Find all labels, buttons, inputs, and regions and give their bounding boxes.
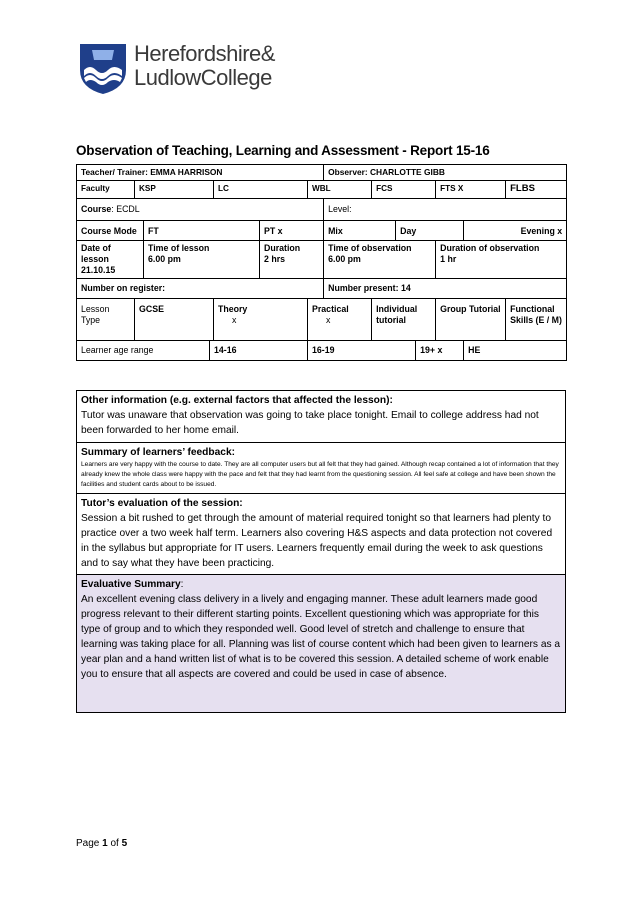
age-he: HE	[464, 341, 567, 361]
page-prefix: Page	[76, 838, 100, 849]
mode-mix: Mix	[324, 221, 396, 241]
evaluative-summary-heading: Evaluative Summary	[81, 579, 181, 590]
lesson-type-name: GCSE	[139, 304, 164, 314]
lesson-type-practical	[308, 299, 372, 341]
course-value: : ECDL	[111, 204, 140, 214]
time-observation-label: Time of observation	[328, 243, 412, 253]
lesson-type-mark: x	[326, 315, 331, 325]
faculty-label: Faculty	[77, 181, 135, 199]
observer-cell: Observer: CHARLOTTE GIBB	[324, 165, 567, 181]
other-info-heading: Other information (e.g. external factors that affected the lesson):	[81, 395, 393, 406]
faculty-fcs: FCS	[372, 181, 436, 199]
feedback-sections-table	[76, 390, 566, 713]
level-cell: Level:	[324, 199, 567, 221]
lesson-type-label: Lesson Type	[77, 299, 135, 341]
age-range-label: Learner age range	[77, 341, 210, 361]
duration-observation-label: Duration of observation	[440, 243, 540, 253]
duration-cell	[260, 241, 324, 279]
faculty-lc: LC	[214, 181, 308, 199]
report-title: Observation of Teaching, Learning and Assessment - Report 15-16	[76, 143, 490, 158]
lesson-type-group	[436, 299, 506, 341]
evaluative-summary-cell	[77, 575, 566, 713]
mode-ft: FT	[144, 221, 260, 241]
age-19-plus: 19+ x	[416, 341, 464, 361]
lesson-type-functional	[506, 299, 567, 341]
time-observation-value: 6.00 pm	[328, 254, 361, 264]
faculty-flbs: FLBS	[506, 181, 567, 199]
mode-evening: Evening x	[464, 221, 567, 241]
page-number	[76, 838, 127, 849]
time-cell	[144, 241, 260, 279]
other-info-cell	[77, 391, 566, 443]
lesson-type-gcse	[135, 299, 214, 341]
time-value: 6.00 pm	[148, 254, 181, 264]
age-14-16: 14-16	[210, 341, 308, 361]
course-label: Course	[81, 204, 112, 214]
mode-pt: PT x	[260, 221, 324, 241]
duration-value: 2 hrs	[264, 254, 286, 264]
lesson-type-individual	[372, 299, 436, 341]
evaluative-summary-heading-row: Evaluative Summary:	[81, 579, 184, 590]
page-current: 1	[102, 838, 108, 849]
other-info-text: Tutor was unaware that observation was going to take place tonight. Email to college address had not been forwarded to her home email.	[81, 410, 539, 436]
date-cell	[77, 241, 144, 279]
faculty-ksp: KSP	[135, 181, 214, 199]
college-name	[134, 42, 275, 90]
learners-feedback-heading: Summary of learners’ feedback:	[81, 447, 236, 458]
page-of: of	[110, 838, 119, 849]
lesson-type-mark: x	[232, 315, 237, 325]
date-label: Date of lesson	[81, 243, 111, 264]
evaluative-summary-text: An excellent evening class delivery in a lively and engaging manner. These adult learners made good progress relevant to their different starting points. Excellent questioning which was appropriate for this type of group and to which they responded well. Good level of stretch and challenge to ensure that learning was taking place for all. Planning was list of course content which had been given to learners as a year plan and a hand written list of what is to be covered this session. A detailed scheme of work enable you to ensure that all aspects are covered and could be used in case of absence.	[81, 594, 561, 680]
number-present-cell: Number present: 14	[324, 279, 567, 299]
report-details-table	[76, 164, 567, 361]
duration-observation-cell	[436, 241, 567, 279]
time-observation-cell	[324, 241, 436, 279]
lesson-type-name: Theory	[218, 304, 248, 314]
duration-label: Duration	[264, 243, 301, 253]
age-16-19: 16-19	[308, 341, 416, 361]
faculty-wbl: WBL	[308, 181, 372, 199]
time-label: Time of lesson	[148, 243, 210, 253]
learners-feedback-text: Learners are very happy with the course to date. They are all computer users but all felt that they had gained. Although recap contained a lot of information that they already knew the whole class were happy with the pace and felt that they had learnt from the questioning session. All feel safe at college and have been shown the facilities and student cards about to be issued.	[81, 461, 559, 488]
tutor-evaluation-cell	[77, 494, 566, 575]
college-name-line1: Herefordshire&	[134, 41, 275, 66]
teacher-cell: Teacher/ Trainer: EMMA HARRISON	[77, 165, 324, 181]
tutor-evaluation-heading: Tutor’s evaluation of the session:	[81, 498, 243, 509]
duration-observation-value: 1 hr	[440, 254, 457, 264]
tutor-evaluation-text: Session a bit rushed to get through the amount of material required tonight so that learners had plenty to practice over a two week half term. Learners also covering H&S aspects and data protection not covered in the syllabus but appropriate for IT users. Learners frequently email during the week to ask questions and to say what they have been practicing.	[81, 513, 553, 569]
lesson-type-name: Group Tutorial	[440, 304, 501, 314]
learners-feedback-cell	[77, 443, 566, 494]
lesson-type-theory	[214, 299, 308, 341]
lesson-type-name: Functional Skills (E / M)	[510, 304, 562, 325]
page-total: 5	[121, 838, 128, 849]
faculty-fts: FTS X	[436, 181, 506, 199]
lesson-type-name: Practical	[312, 304, 349, 314]
date-value: 21.10.15	[81, 265, 116, 275]
college-name-line2: LudlowCollege	[134, 65, 272, 90]
number-register-cell: Number on register:	[77, 279, 324, 299]
course-cell	[77, 199, 324, 221]
mode-day: Day	[396, 221, 464, 241]
lesson-type-name: Individual tutorial	[376, 304, 418, 325]
course-mode-label: Course Mode	[77, 221, 144, 241]
